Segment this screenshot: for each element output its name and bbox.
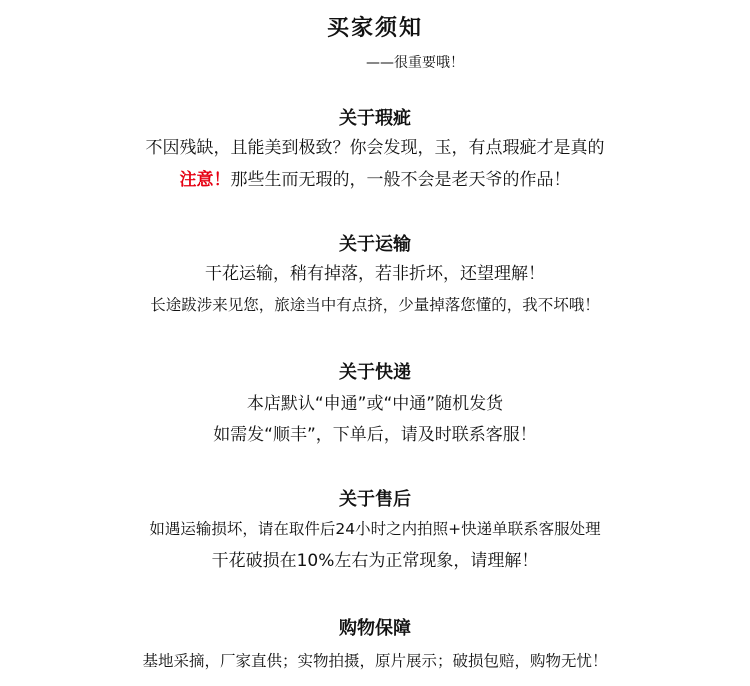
section-flaws-line-2-wrapper — [0, 172, 750, 189]
page-title: 买家须知 — [326, 16, 423, 41]
section-shipping-line-1: 干花运输，稍有掉落，若非折坏，还望理解！ — [205, 264, 545, 284]
section-heading-shipping: 关于运输 — [339, 234, 411, 255]
section-courier-line-2: 如需发“顺丰”，下单后，请及时联系客服！ — [213, 425, 537, 445]
section-after-sales-line-2: 干花破损在10%左右为正常现象，请理解！ — [211, 551, 539, 571]
attention-label: 注意！ — [179, 170, 231, 190]
section-flaws-line-2: 那些生而无瑕的，一般不会是老天爷的作品！ — [230, 170, 571, 190]
section-heading-after-sales: 关于售后 — [339, 489, 411, 510]
section-heading-flaws: 关于瑕疵 — [339, 108, 411, 129]
section-shipping-line-2: 长途跋涉来见您，旅途当中有点挤，少量掉落您懂的，我不坏哦！ — [150, 296, 600, 314]
section-after-sales-line-1: 如遇运输损坏，请在取件后24小时之内拍照+快递单联系客服处理 — [149, 520, 601, 538]
section-heading-courier: 关于快递 — [339, 362, 411, 383]
page-subtitle: ——很重要哦！ — [366, 55, 464, 71]
section-heading-guarantee: 购物保障 — [339, 618, 411, 639]
section-guarantee-line-1: 基地采摘，厂家直供；实物拍摄，原片展示；破损包赔，购物无忧！ — [142, 652, 608, 670]
section-flaws-line-1: 不因残缺，且能美到极致？你会发现，玉，有点瑕疵才是真的 — [145, 138, 605, 158]
section-courier-line-1: 本店默认“申通”或“中通”随机发货 — [246, 394, 504, 414]
